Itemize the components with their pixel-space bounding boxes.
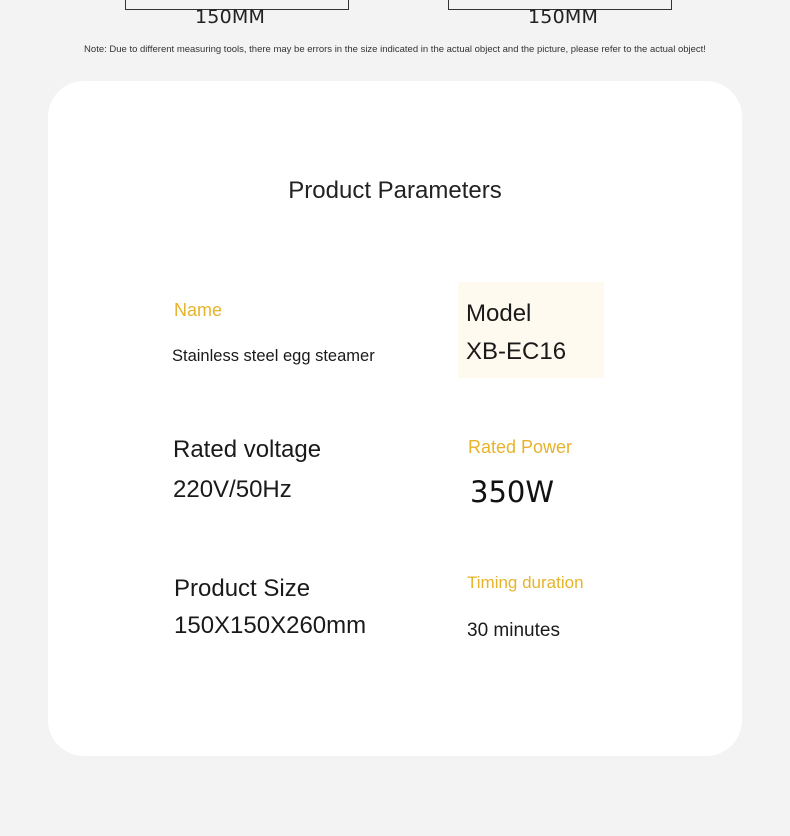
- card-title: Product Parameters: [288, 177, 502, 204]
- name-label: Name: [174, 300, 223, 320]
- rated-power-value: 350W: [470, 475, 555, 509]
- rated-voltage-value: 220V/50Hz: [173, 476, 292, 503]
- dimension-label-left: 150MM: [195, 6, 266, 28]
- rated-voltage-label: Rated voltage: [173, 436, 322, 463]
- timing-duration-label: Timing duration: [467, 573, 584, 592]
- timing-duration-value: 30 minutes: [467, 620, 560, 641]
- model-value: XB-EC16: [466, 338, 567, 365]
- dimension-label-right: 150MM: [528, 6, 599, 28]
- model-label: Model: [466, 300, 532, 327]
- rated-power-label: Rated Power: [468, 437, 573, 457]
- product-size-value: 150X150X260mm: [174, 612, 367, 639]
- product-size-label: Product Size: [174, 575, 311, 602]
- measurement-note: Note: Due to different measuring tools, there may be errors in the size indicated in the actual object and the picture, please refer to the actual object!: [84, 44, 706, 55]
- name-value: Stainless steel egg steamer: [172, 347, 375, 365]
